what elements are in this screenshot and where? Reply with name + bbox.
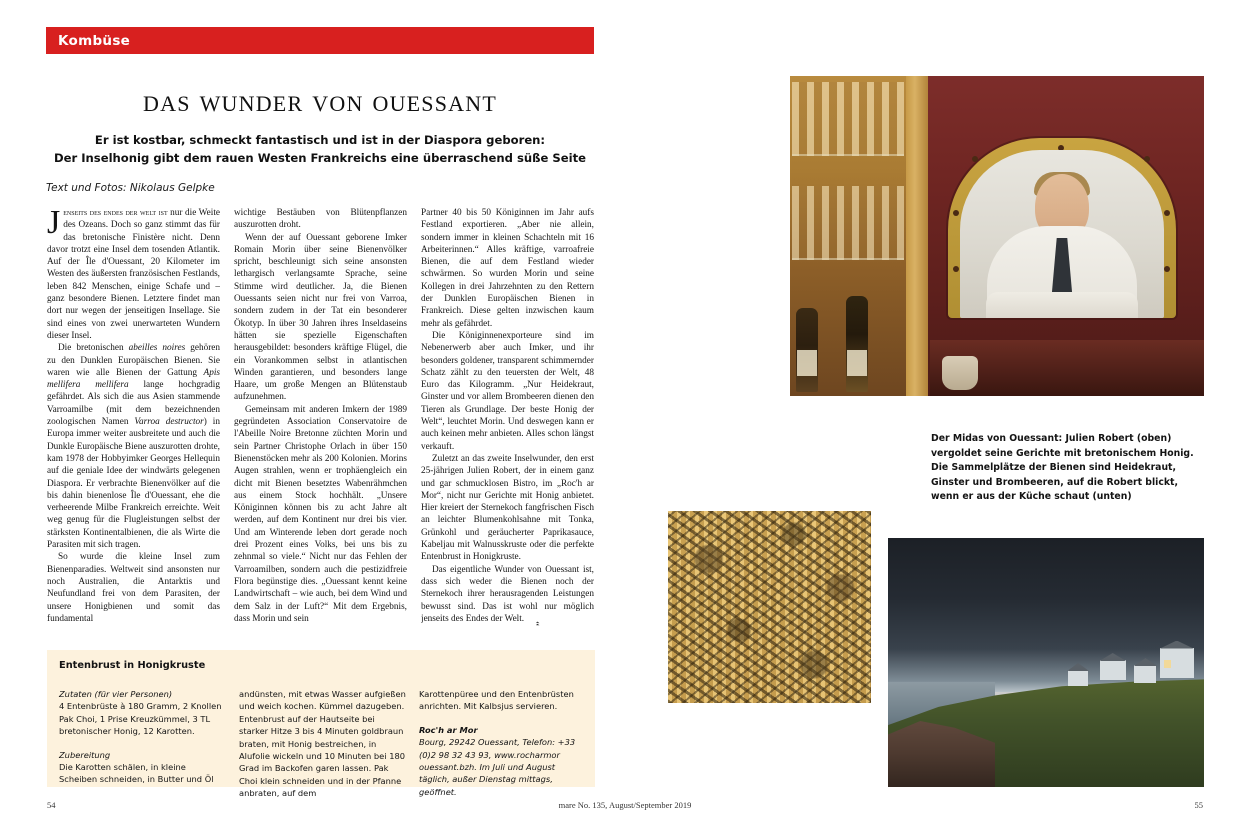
end-mark-icon — [527, 615, 536, 621]
recipe-method-continued: andünsten, mit etwas Wasser aufgießen und weich kochen. Kümmel dazugeben. Entenbrust auf der Hautseite bei starker Hitze 3 bis 4 Minuten goldbraun braten, mit Honig bestreichen, in Alufolie wickeln und 10 Minuten bei 180 Grad im Backofen garen lassen. Pak Choi klein schneiden und in der Pfanne anbraten, auf dem — [239, 689, 406, 799]
publication-line: mare No. 135, August/September 2019 — [558, 800, 692, 810]
rubric-bar — [46, 27, 594, 54]
recipe-method-text: Die Karotten schälen, in kleine Scheiben schneiden, in Butter und Öl — [59, 762, 214, 785]
recipe-column-method-cont — [239, 688, 406, 800]
body-column-2 — [234, 207, 407, 637]
ceramic-jug — [942, 356, 978, 390]
paragraph: Wenn der auf Ouessant geborene Imker Romain Morin über seine Bienenvölker spricht, beschleunigt sich seine ansonsten lethargisch verlangsamte Sprache, seine Stimme wird deutlicher. Ja, die Bienen Ouessants seien nicht nur frei von Varroa, sondern zudem in der Tat ein besonderer Ökotyp. In über 30 Jahren ihres Inseldaseins hätten sie spezielle Eigenschaften herausgebildet: besonders kräftige Flügel, die ein Vorankommen selbst in atlantischen Winden garantieren, und besonders lange Haare, um große Mengen an Blütenstaub aufzunehmen. — [234, 232, 407, 403]
paragraph-text: ) in Europa immer weiter ausbreitete und auch die Dunkle Europäische Biene auszurotten drohte, kam 1978 der Hobbyimker Georges Hellequin auf die geniale Idee der windwärts gelegenen Diaspora. Er verbrachte Bienenvölker auf die bis dahin bienenlose Île d'Ouessant, ehe die verheerende Milbe Frankreich erreichte. Weit weg genug für die Flugleistungen selbst der stärksten Kontinentalbienen, die als Wirte die Parasiten mit sich tragen. — [47, 417, 220, 551]
rivet-icon — [953, 266, 959, 272]
paragraph-text: lange hochgradig gefährdet. Als sich die aus Asien stammende Varroamilbe (mit dem bezeichnenden zoologischen Namen — [47, 380, 220, 428]
photo-caption: Der Midas von Ouessant: Julien Robert (oben) vergoldet seine Gerichte mit bretonischem Honig. Die Sammelplätze der Bienen sind Heidekraut, Ginster und Brombeeren, auf die Robert blickt, wenn er aus der Küche schaut (unten) — [931, 433, 1194, 502]
wine-bottle — [846, 296, 868, 392]
body-column-3 — [421, 207, 594, 637]
rivet-icon — [1164, 210, 1170, 216]
rivet-icon — [972, 156, 978, 162]
recipe-columns — [59, 688, 586, 800]
latin-term: Varroa destructor — [134, 417, 204, 428]
brass-service-window — [948, 138, 1176, 318]
byline: Text und Fotos: Nikolaus Gelpke — [46, 182, 215, 194]
photo-chef-scene — [790, 76, 1204, 396]
bottle-label — [847, 350, 867, 376]
glassware-row — [792, 186, 904, 260]
recipe-plating-text: Karottenpüree und den Entenbrüsten anrichten. Mit Kalbsjus servieren. — [419, 689, 574, 712]
paragraph: Zuletzt an das zweite Inselwunder, den erst 25-jährigen Julien Robert, der in einem ganz und gar schmucklosen Bistro, im „Roc'h ar Mor“, nicht nur Gerichte mit Honig anbietet. Hier kreiert der Sternekoch fangfrischen Fisch an leichter Blumenkohlsahne mit Tonka, Grünkohl und geräucherter Paprikasauce, Kabeljau mit Walnusskruste oder die perfekte Entenbrust in Honigkruste. — [421, 453, 594, 563]
bottle-label — [797, 350, 817, 376]
latin-term: abeilles noires — [128, 343, 186, 354]
lit-window — [1164, 660, 1171, 668]
standfirst-line-2: Der Inselhonig gibt dem rauen Westen Frankreichs eine überraschend süße Seite — [54, 151, 586, 166]
rivet-icon — [1144, 156, 1150, 162]
chef-arms — [986, 292, 1138, 318]
photo-bees-on-comb — [668, 511, 871, 703]
honeycomb-with-bees — [668, 511, 871, 703]
paragraph-text: nur die Weite des Ozeans. Doch so ganz stimmt das für das bretonische Finistère nicht. Denn davor trotzt eine Insel dem tosenden Atlantik. Auf der Île d'Ouessant, 20 Kilometer im Westen des äußersten französischen Festlands, leben 842 Menschen, einige Schafe und – ganz besondere Bienen. Letztere findet man dort nur wegen der jenseitigen Insellage. Sie sind eines von zwei unerwarteten Wundern dieser Insel. — [47, 208, 220, 341]
paragraph: So wurde die kleine Insel zum Bienenparadies. Weltweit sind ansonsten nur noch Australien, die Antarktis und Neufundland frei von dem Parasiten, der unsere Honigbienen und somit das fundamental — [47, 552, 220, 624]
photo-chef-portrait — [790, 76, 1204, 396]
standfirst — [46, 132, 594, 168]
page-number-right: 55 — [1194, 800, 1203, 810]
rivet-icon — [1164, 266, 1170, 272]
rivet-icon — [953, 210, 959, 216]
village-house — [1100, 660, 1126, 680]
latin-term: Apis mellifera mellifera — [47, 367, 220, 391]
page-number-left: 54 — [47, 800, 56, 810]
spacer — [419, 713, 586, 724]
paragraph: wichtige Bestäuben von Blütenpflanzen auszurotten droht. — [234, 208, 407, 231]
recipe-column-ingredients — [59, 688, 226, 800]
kitchen-interior — [960, 150, 1164, 318]
standfirst-line-1: Er ist kostbar, schmeckt fantastisch und ist in der Diaspora geboren: — [94, 133, 546, 148]
paragraph: Die Königinnenexporteure sind im Nebenerwerb aber auch Imker, und ihr besonders goldener, transparent schimmernder Schatz zählt zu den teuersten der Welt, 48 Euro das Kilogramm. „Nur Heidekraut, Ginster und vor allem Brombeeren dienen den Tieren als Grundlage. Der beste Honig der Welt“, leuchtet Morin. Und deswegen kann er auch keinen mehr anbieten. Alles schon längst verkauft. — [421, 330, 594, 452]
paragraph-text: gehören zu den Dunklen Europäischen Bienen. Sie waren wie alle Bienen der Gattung — [47, 343, 220, 378]
glassware-row — [792, 82, 904, 156]
village-house — [1134, 665, 1156, 683]
body-column-1 — [47, 207, 220, 637]
rubric-label: Kombüse — [58, 32, 131, 49]
paragraph: Partner 40 bis 50 Königinnen im Jahr aufs Festland exportieren. „Aber nie allein, sondern immer in kleinen Schachteln mit 16 Arbeiterinnen.“ Alles kräftige, varroafreie Bienen, die auf dem Festland wieder schwärmen. So wurden Morin und seine Kollegen in drei Jahrzehnten zu den Rettern der Dunklen Europäischen Bienen in Frankreich. Diese gelten inzwischen kaum mehr als gefährdet. — [421, 208, 594, 329]
bar-shelf — [790, 76, 908, 396]
recipe-column-restaurant — [419, 688, 586, 800]
recipe-method-heading: Zubereitung — [59, 749, 111, 760]
page-title: das wunder von ouessant — [143, 83, 497, 118]
wooden-post — [906, 76, 928, 396]
paragraph — [47, 207, 220, 342]
opening-smallcaps: enseits des endes der welt ist — [63, 208, 168, 218]
recipe-box — [47, 650, 595, 799]
restaurant-address: Bourg, 29242 Ouessant, Telefon: +33 (0)2 98 32 43 93, www.rocharmor ouessant.bzh. Im Juli und August täglich, außer Dienstag mittags, geöffnet. — [419, 737, 576, 797]
recipe-ingredients-text: 4 Entenbrüste à 180 Gramm, 2 Knollen Pak Choi, 1 Prise Kreuzkümmel, 3 TL bretonischer Honig, 12 Karotten. — [59, 701, 222, 737]
drop-cap: J — [47, 207, 61, 241]
paragraph — [421, 564, 594, 625]
storm-sky — [888, 538, 1204, 692]
recipe-ingredients-heading: Zutaten (für vier Personen) — [59, 689, 173, 699]
paragraph — [47, 342, 220, 551]
body-columns — [47, 207, 595, 637]
wine-bottle — [796, 308, 818, 392]
village-house — [1160, 648, 1194, 678]
headline-block — [46, 84, 594, 168]
recipe-title: Entenbrust in Honigkruste — [59, 660, 206, 671]
paragraph: Gemeinsam mit anderen Imkern der 1989 gegründeten Association Conservatoire de l'Abeille Noire Bretonne züchten Morin und sein Partner Christophe Orlach in über 150 Bienenstöcken mehr als 200 Kolonien. Morins Augen strahlen, wenn er trophäengleich ein dicht mit Bienen besetztes Wabenrähmchen aus einem Stock hochhält. „Unsere Königinnen können bis zu acht Jahre alt werden, auf dem Kontinent nur drei bis vier. Und am Winterende leben dort gerade noch drei Prozent eines Volks, bei uns bis zu zehnmal so viele.“ Nicht nur das Fehlen der Varroamilben, sondern auch die pestizidfreie Flora begünstige dies. „Ouessant kennt keine Landwirtschaft – wie auch, bei dem Wind und dem Salz in der Luft?“ Mit dem Ergebnis, dass Morin und sein — [234, 404, 407, 624]
paragraph-text: Die bretonischen — [58, 343, 129, 354]
restaurant-name: Roc'h ar Mor — [419, 724, 478, 735]
village-house — [1068, 670, 1088, 686]
paragraph-text: Das eigentliche Wunder von Ouessant ist, dass sich weder die Bienen noch der Sternekoch ihrer herausragenden Leistungen bewusst sind. Das ist wohl nur möglich jenseits des Endes der Welt. — [421, 564, 594, 624]
spacer — [59, 738, 226, 749]
photo-coastal-village — [888, 538, 1204, 787]
